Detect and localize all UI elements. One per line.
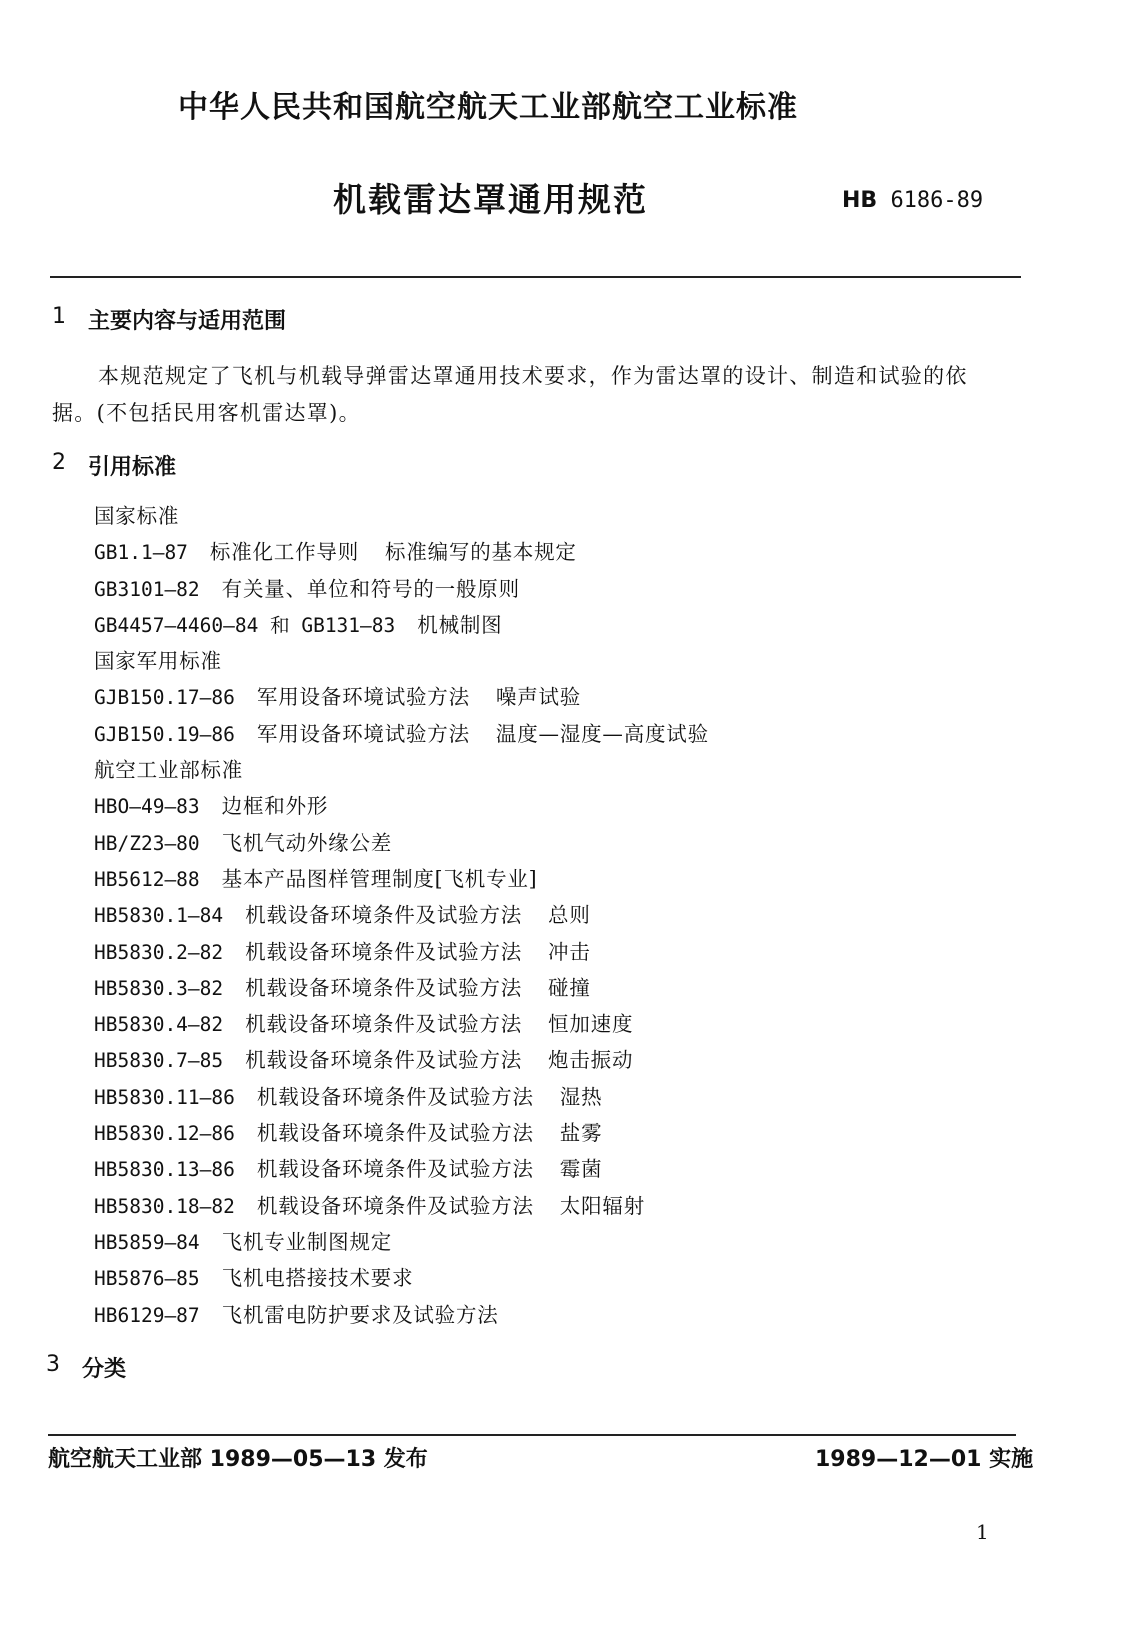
- standard-reference-item: [94, 970, 709, 1006]
- standard-name: 飞机气动外缘公差: [221, 830, 393, 855]
- standard-subject: 太阳辐射: [559, 1193, 645, 1218]
- standard-subject: 恒加速度: [548, 1012, 634, 1037]
- standard-name: 基本产品图样管理制度[飞机专业]: [221, 866, 538, 891]
- standard-subject: 总则: [548, 903, 591, 928]
- standard-code: GJB150.17—86: [94, 686, 235, 710]
- standards-group-heading: 国家标准: [94, 504, 180, 528]
- referenced-standards-list: [94, 498, 709, 1333]
- standard-code: HB/Z23—80: [94, 831, 200, 855]
- standard-reference-item: [94, 534, 709, 570]
- standard-code: HB5830.1—84: [94, 904, 224, 928]
- standard-code: HB5830.3—82: [94, 976, 224, 1000]
- standard-name: 飞机电搭接技术要求: [221, 1266, 414, 1291]
- standard-reference-item: [94, 934, 709, 970]
- standards-group-heading: 国家军用标准: [94, 649, 222, 674]
- standard-code: HB5876—85: [94, 1267, 200, 1291]
- document-title: 机载雷达罩通用规范: [333, 180, 648, 219]
- page-number: 1: [976, 1520, 989, 1544]
- standard-reference-item: [94, 1260, 709, 1296]
- standard-name: 机载设备环境条件及试验方法: [256, 1121, 534, 1146]
- footer-divider: [48, 1434, 1016, 1436]
- standard-reference-item: [94, 716, 709, 752]
- standard-name: 机载设备环境条件及试验方法: [245, 903, 523, 928]
- standard-subject: 噪声试验: [495, 685, 582, 710]
- standard-name: 标准化工作导则: [209, 540, 360, 565]
- section-3-number: 3: [46, 1352, 60, 1377]
- section-3-title: 分类: [82, 1357, 127, 1382]
- issue-date: 航空航天工业部 1989—05—13 发布: [48, 1447, 428, 1472]
- standard-code: HB5612—88: [94, 867, 200, 891]
- effective-date: 1989—12—01 实施: [815, 1447, 1034, 1472]
- standard-name: 有关量、单位和符号的一般原则: [221, 576, 520, 601]
- standard-code: GB1.1—87: [94, 541, 188, 565]
- standard-name: 军用设备环境试验方法: [256, 685, 470, 710]
- standard-name: 机载设备环境条件及试验方法: [256, 1193, 534, 1218]
- scope-paragraph-line-1: 本规范规定了飞机与机载导弹雷达罩通用技术要求，作为雷达罩的设计、制造和试验的依: [98, 364, 968, 388]
- standard-prefix: HB: [842, 188, 878, 213]
- standard-code: GB4457—4460—84 和 GB131—83: [94, 613, 396, 637]
- standard-name: 飞机雷电防护要求及试验方法: [221, 1302, 499, 1327]
- standard-reference-item: [94, 571, 709, 607]
- section-2-number: 2: [52, 450, 66, 475]
- section-1-number: 1: [52, 304, 66, 329]
- standard-name: 机载设备环境条件及试验方法: [245, 1012, 523, 1037]
- organization-title: 中华人民共和国航空航天工业部航空工业标准: [178, 90, 798, 125]
- standard-reference-item: [94, 1006, 709, 1042]
- standard-reference-item: [94, 861, 709, 897]
- section-1-title: 主要内容与适用范围: [88, 309, 287, 334]
- standard-subject: 湿热: [559, 1084, 603, 1109]
- standard-reference-item: [94, 1188, 709, 1224]
- standard-reference-item: [94, 1115, 709, 1151]
- standard-code: HB5830.4—82: [94, 1013, 224, 1037]
- standards-group-heading: 航空工业部标准: [94, 758, 244, 783]
- standard-code: HB6129—87: [94, 1303, 200, 1327]
- standard-reference-item: [94, 788, 709, 824]
- standard-name: 边框和外形: [221, 794, 329, 819]
- header-divider: [50, 276, 1021, 278]
- standard-code: HB5830.2—82: [94, 940, 224, 964]
- scope-paragraph-line-2: 据。(不包括民用客机雷达罩)。: [52, 401, 361, 425]
- standard-name: 军用设备环境试验方法: [256, 721, 470, 746]
- standard-name: 机载设备环境条件及试验方法: [245, 939, 523, 964]
- standard-subject: 温度—湿度—高度试验: [495, 721, 709, 746]
- standard-name: 飞机专业制图规定: [221, 1229, 393, 1254]
- standard-number: [842, 188, 983, 213]
- standard-reference-item: [94, 1042, 709, 1078]
- standard-name: 机载设备环境条件及试验方法: [245, 975, 523, 1000]
- standard-name: 机械制图: [417, 612, 503, 637]
- standard-reference-item: [94, 607, 709, 643]
- standard-subject: 盐雾: [559, 1121, 603, 1146]
- standard-subject: 霉菌: [559, 1157, 603, 1182]
- standard-name: 机载设备环境条件及试验方法: [256, 1157, 534, 1182]
- standard-reference-item: [94, 825, 709, 861]
- standard-name: 机载设备环境条件及试验方法: [245, 1048, 523, 1073]
- section-2-title: 引用标准: [88, 455, 177, 480]
- standard-code: HB5830.18—82: [94, 1194, 235, 1218]
- standard-name: 机载设备环境条件及试验方法: [256, 1084, 534, 1109]
- standard-code: HB5830.11—86: [94, 1085, 235, 1109]
- standard-subject: 标准编写的基本规定: [385, 540, 577, 565]
- standard-reference-item: [94, 679, 709, 715]
- standard-code: GB3101—82: [94, 577, 200, 601]
- standard-code: HB5830.13—86: [94, 1158, 235, 1182]
- standard-code: HB5859—84: [94, 1230, 200, 1254]
- standard-code: GJB150.19—86: [94, 722, 235, 746]
- standard-reference-item: [94, 897, 709, 933]
- standard-code: HBO—49—83: [94, 795, 200, 819]
- standard-subject: 碰撞: [548, 975, 591, 1000]
- standard-reference-item: [94, 1079, 709, 1115]
- standard-reference-item: [94, 1151, 709, 1187]
- standard-reference-item: [94, 1297, 709, 1333]
- standard-subject: 炮击振动: [548, 1048, 634, 1073]
- standard-code: 6186-89: [890, 188, 984, 213]
- standard-code: HB5830.12—86: [94, 1122, 235, 1146]
- standard-code: HB5830.7—85: [94, 1049, 224, 1073]
- standard-subject: 冲击: [548, 939, 591, 964]
- standard-reference-item: [94, 1224, 709, 1260]
